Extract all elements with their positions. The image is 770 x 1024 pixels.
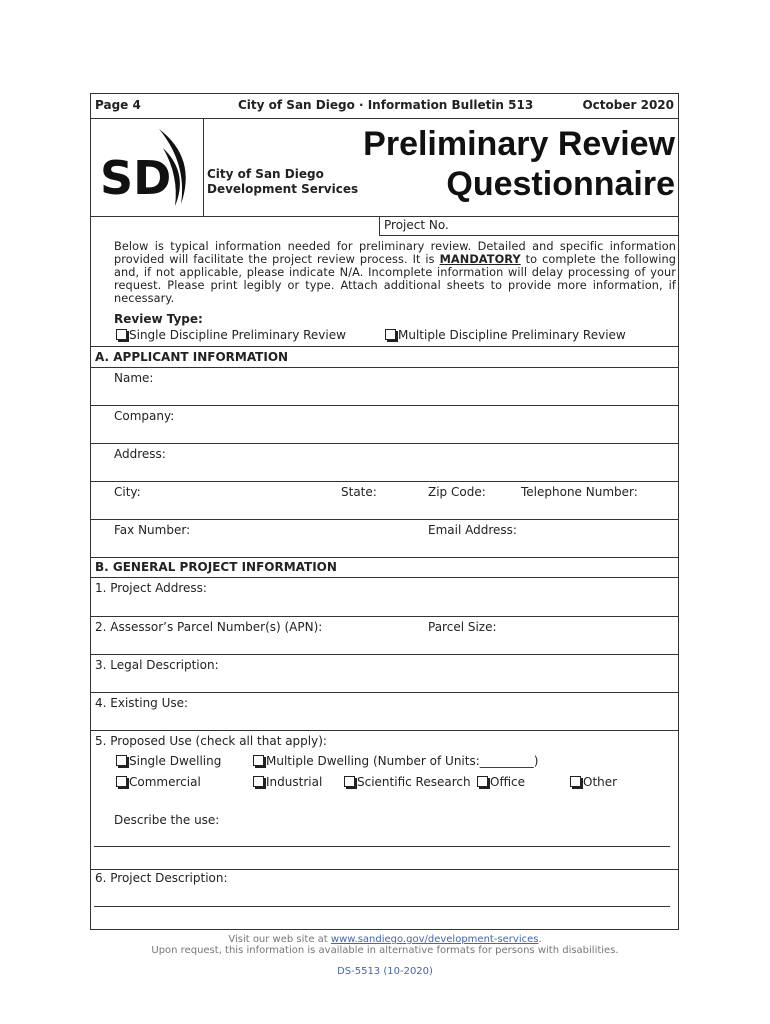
divider [91, 346, 678, 347]
office-option[interactable]: Office [477, 775, 525, 789]
checkbox-icon[interactable] [253, 776, 264, 787]
checkbox-icon[interactable] [116, 776, 127, 787]
divider [91, 557, 678, 558]
multiple-discipline-option[interactable]: Multiple Discipline Preliminary Review [385, 328, 626, 342]
name-line[interactable] [91, 405, 678, 406]
industrial-option[interactable]: Industrial [253, 775, 322, 789]
company-label: Company: [114, 409, 175, 423]
checkbox-icon[interactable] [385, 329, 396, 340]
divider [91, 577, 678, 578]
title-block [91, 118, 678, 217]
address-label: Address: [114, 447, 166, 461]
other-option[interactable]: Other [570, 775, 617, 789]
checkbox-icon[interactable] [253, 755, 264, 766]
legal-description-line[interactable] [91, 692, 678, 693]
website-link[interactable]: www.sandiego.gov/development-services [330, 934, 539, 945]
state-label: State: [341, 485, 377, 499]
svg-text:SD: SD [100, 151, 172, 205]
divider [91, 367, 678, 368]
company-line[interactable] [91, 443, 678, 444]
project-address-label: 1. Project Address: [95, 581, 207, 595]
commercial-option[interactable]: Commercial [116, 775, 201, 789]
page-number: Page 4 [95, 98, 141, 112]
address-line[interactable] [91, 481, 678, 482]
form-number: DS-5513 (10-2020) [337, 966, 433, 977]
fax-label: Fax Number: [114, 523, 191, 537]
existing-use-label: 4. Existing Use: [95, 696, 189, 710]
single-discipline-option[interactable]: Single Discipline Preliminary Review [116, 328, 346, 342]
checkbox-icon[interactable] [477, 776, 488, 787]
scientific-research-option[interactable]: Scientific Research [344, 775, 471, 789]
name-label: Name: [114, 371, 154, 385]
review-type-label: Review Type: [114, 312, 203, 326]
checkbox-icon[interactable] [116, 755, 127, 766]
project-description-line[interactable] [94, 906, 670, 907]
zip-label: Zip Code: [428, 485, 486, 499]
bulletin-date: October 2020 [582, 98, 674, 112]
footer-website: Visit our web site at www.sandiego.gov/development-services. [228, 934, 542, 945]
apn-label: 2. Assessor’s Parcel Number(s) (APN): [95, 620, 323, 634]
existing-use-line[interactable] [91, 730, 678, 731]
single-dwelling-option[interactable]: Single Dwelling [116, 754, 221, 768]
parcel-size-label: Parcel Size: [428, 620, 497, 634]
multiple-dwelling-option[interactable]: Multiple Dwelling (Number of Units:_________) [253, 754, 538, 768]
page-header [91, 94, 678, 119]
intro-paragraph: Below is typical information needed for preliminary review. Detailed and specific information provided will facilitate the project review process. It is MANDATORY to complete the following and, if not applicable, please indicate N/A. Incomplete information will delay processing of your request. Please print legibly or type. Attach additional sheets to provide more information, if necessary. [114, 240, 676, 305]
proposed-use-label: 5. Proposed Use (check all that apply): [95, 734, 327, 748]
checkbox-icon[interactable] [570, 776, 581, 787]
project-address-line[interactable] [91, 616, 678, 617]
project-no-field[interactable]: Project No. [379, 216, 678, 236]
describe-use-label: Describe the use: [114, 813, 220, 827]
logo-box [91, 118, 204, 216]
city-logo-icon [91, 118, 203, 216]
department-name: City of San Diego Development Services [207, 167, 359, 196]
telephone-label: Telephone Number: [521, 485, 638, 499]
bulletin-title: City of San Diego · Information Bulletin 513 [238, 98, 534, 112]
divider [91, 869, 678, 870]
footer-accessibility: Upon request, this information is available in alternative formats for persons with disabilities. [151, 945, 619, 956]
city-line[interactable] [91, 519, 678, 520]
project-description-label: 6. Project Description: [95, 871, 228, 885]
apn-line[interactable] [91, 654, 678, 655]
email-label: Email Address: [428, 523, 517, 537]
page-title: Preliminary Review Questionnaire [363, 125, 675, 203]
legal-description-label: 3. Legal Description: [95, 658, 219, 672]
checkbox-icon[interactable] [344, 776, 355, 787]
section-b-title: B. GENERAL PROJECT INFORMATION [95, 560, 337, 574]
section-a-title: A. APPLICANT INFORMATION [95, 350, 289, 364]
checkbox-icon[interactable] [116, 329, 127, 340]
city-label: City: [114, 485, 141, 499]
describe-use-line[interactable] [94, 846, 670, 847]
questionnaire-form [90, 93, 679, 930]
